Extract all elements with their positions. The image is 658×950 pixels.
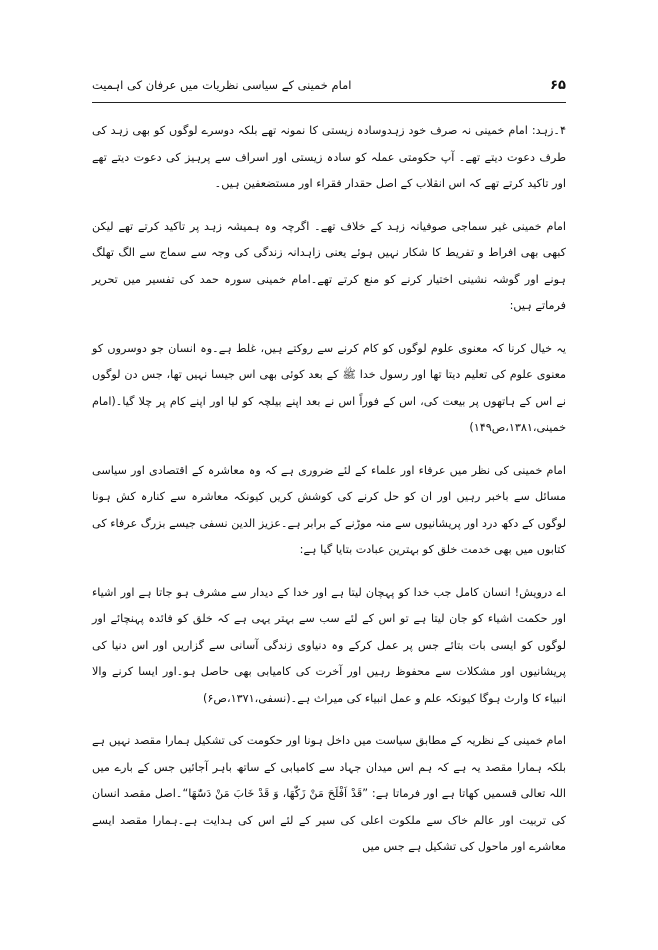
paragraph-zuhd: ۴۔زہد: امام خمینی نہ صرف خود زہدوسادہ زیستی کا نمونہ تھے بلکہ دوسرے لوگوں کو بھی زہد کی طرف دعوت دیتے تھے۔ آپ حکومتی عملہ کو سادہ زیستی اور اسراف سے پرہیز کی دعوت دیتے تھے اور تاکید کرتے تھے کہ اس انقلاب کے اصل حقدار فقراء اور مستضعفین ہیں۔ xyxy=(92,124,566,190)
quote-tafsir-surah-hamd: یہ خیال کرنا کہ معنوی علوم لوگوں کو کام کرنے سے روکتے ہیں، غلط ہے۔وہ انسان جو دوسروں کو معنوی علوم کی تعلیم دیتا تھا اور رسول خدا ﷺ کے بعد کوئی بھی اس جیسا نہیں تھا، جس دن لوگوں نے اس کے ہاتھوں پر بیعت کی، اس کے فوراً اس نے بعد اپنے بیلچہ کو لیا اور اپنے کام پر چلا گیا۔(امام خمینی،۱۳۸۱،ص۱۴۹) xyxy=(92,341,566,434)
quote-nasafi: اے درویش! انسان کامل جب خدا کو پہچان لیتا ہے اور خدا کے دیدار سے مشرف ہو جاتا ہے اور اشیاء اور حکمت اشیاء کو جان لیتا ہے تو اس کے لئے سب سے بہتر یہی ہے کہ خلق کو فائدہ پہنچائے اور لوگوں کو ایسی بات بتائے جس پر عمل کرکے وہ دنیاوی زندگی آسانی سے گزاریں اور اس دنیا کی پریشانیوں اور مشکلات سے محفوظ رہیں اور آخرت کی کامیابی بھی حاصل ہو۔اور ایسا کرنے والا انبیاء کا وارث ہوگا کیونکہ علم و عمل انبیاء کی میراث ہے۔(نسفی،۱۳۷۱،ص۶) xyxy=(92,585,566,705)
page-number: ۶۵ xyxy=(550,78,566,93)
paragraph-urafa-and-society: امام خمینی کی نظر میں عرفاء اور علماء کے لئے ضروری ہے کہ وہ معاشرہ کے اقتصادی اور سیاسی مسائل سے باخبر رہیں اور ان کو حل کرنے کی کوشش کریں کیونکہ معاشرہ سے کنارہ کش ہونا لوگوں کے دکھ درد اور پریشانیوں سے منہ موڑنے کے برابر ہے۔عزیز الدین نسفی جیسے بزرگ عرفاء کی کتابوں میں بھی خدمت خلق کو بہترین عبادت بتایا گیا ہے: xyxy=(92,463,566,556)
running-title: امام خمینی کے سیاسی نظریات میں عرفان کی اہمیت xyxy=(92,78,352,92)
paragraph-politics-purpose: امام خمینی کے نظریہ کے مطابق سیاست میں داخل ہونا اور حکومت کی تشکیل ہمارا مقصد نہیں ہے بلکہ ہمارا مقصد یہ ہے کہ ہم اس میدان جہاد سے کامیابی کے ساتھ باہر آجائیں جس کے بارے میں اللہ تعالی قسمیں کھاتا ہے اور فرماتا ہے: ”قَدْ اَفْلَحَ مَنْ زَكّٰهَا، وَ قَدْ خَابَ مَنْ دَسّٰهَا“۔اصل مقصد انسان کی تربیت اور عالم خاک سے ملکوت اعلی کی سیر کے لئے اس کی ہدایت ہے۔ہمارا مقصد ایسے معاشرے اور ماحول کی تشکیل ہے جس میں xyxy=(92,734,566,853)
page-header xyxy=(92,78,566,98)
header-divider xyxy=(92,102,566,103)
page-body xyxy=(92,118,566,861)
paragraph-against-sufi-asceticism: امام خمینی غیر سماجی صوفیانہ زہد کے خلاف تھے۔ اگرچہ وہ ہمیشہ زہد پر تاکید کرتے تھے لیکن کبھی بھی افراط و تفریط کا شکار نہیں ہوئے یعنی زاہدانہ زندگی کی وجہ سے سماج سے الگ تھلگ ہونے اور گوشہ نشینی اختیار کرنے کو منع کرتے تھے۔امام خمینی سورہ حمد کی تفسیر میں تحریر فرماتے ہیں: xyxy=(92,219,566,312)
